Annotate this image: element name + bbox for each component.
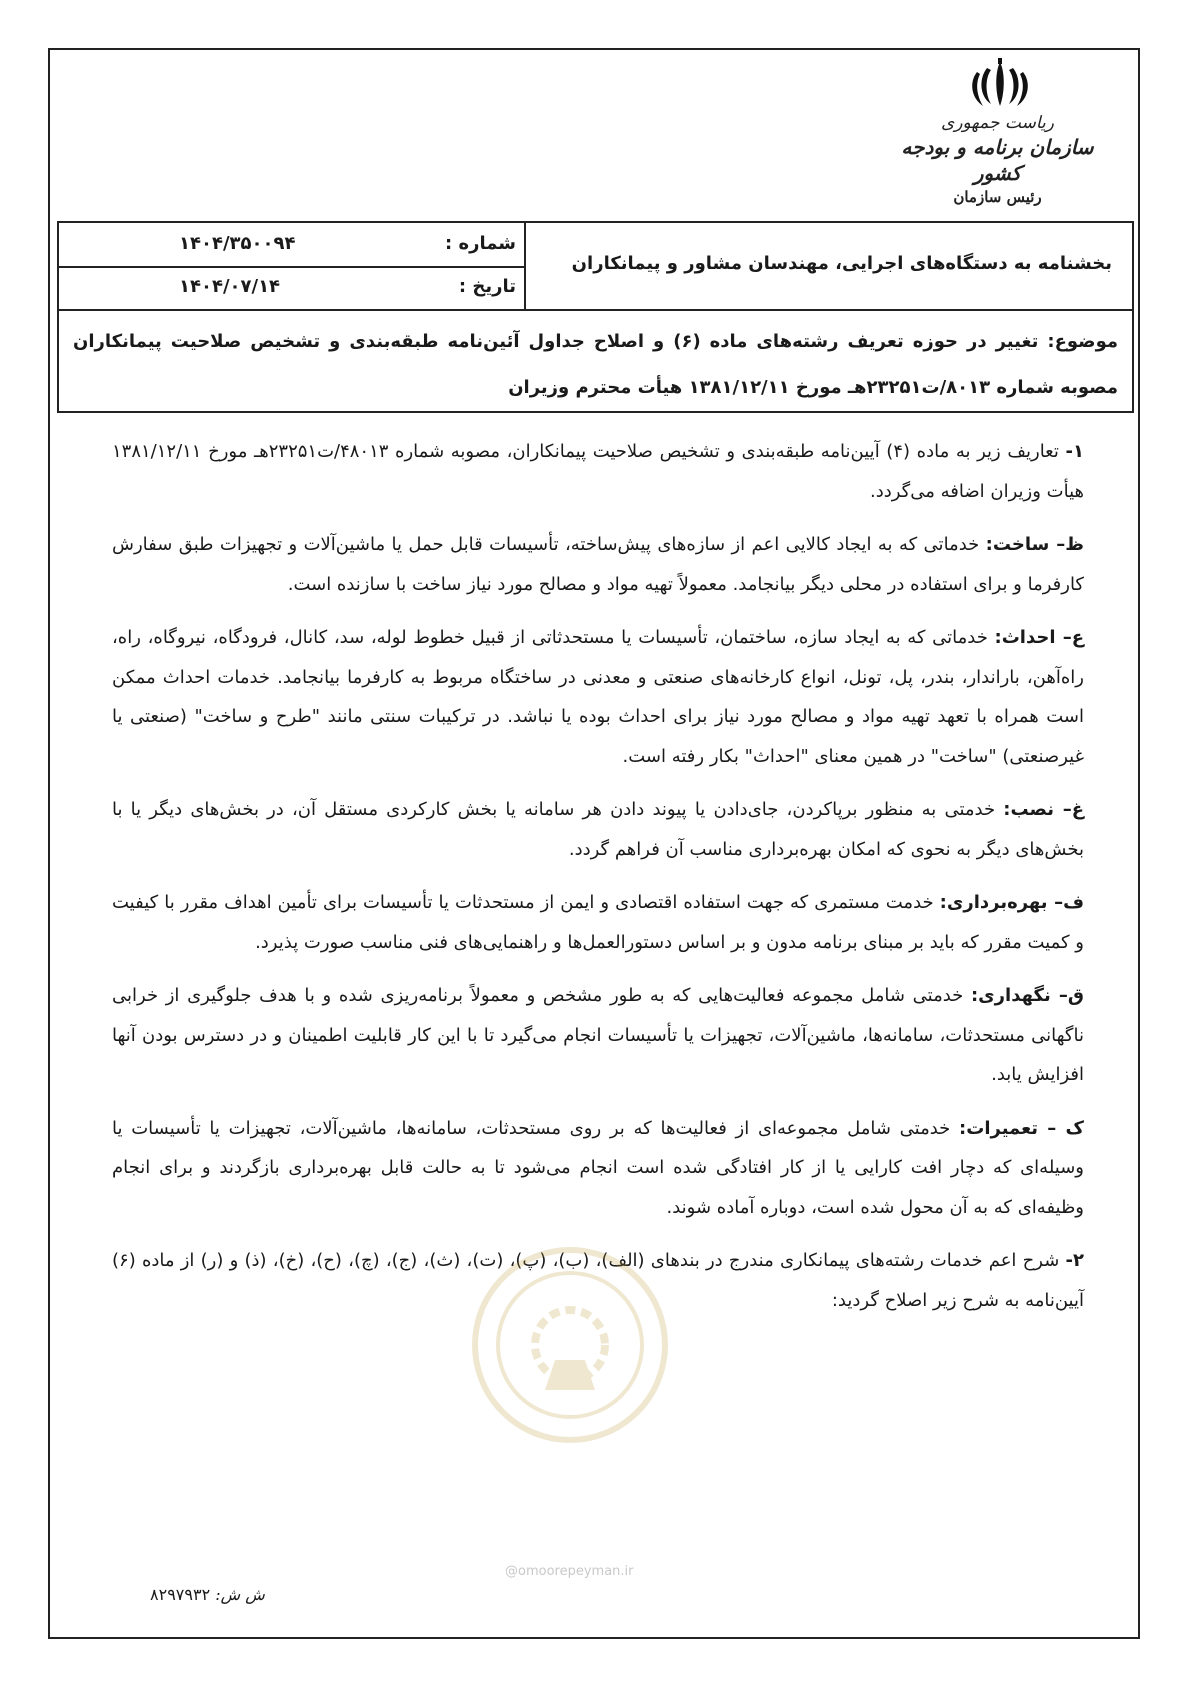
definition-ehdas-text: خدماتی که به ایجاد سازه، ساختمان، تأسیسات یا مستحدثاتی از قبیل خطوط لوله، سد، کانال، فرودگاه، نیروگاه، راه، راه‌آهن، باراندار، بندر، پل، تونل، انواع کارخانه‌های صنعتی و معدنی در ساختگاه مربوط به کارفرما بیانجامد. خدمات احداث ممکن است همراه با تعهد تهیه مواد و مصالح مورد نیاز برای احداث بوده یا نباشد. در ترکیبات سنتی مانند "طرح و ساخت" (صنعتی یا غیرصنعتی) "ساخت" در همین معنای "احداث" بکار رفته است.: [112, 627, 1084, 767]
subject-box: [57, 309, 1134, 413]
number-value: ۱۴۰۴/۳۵۰۰۹۴: [179, 233, 296, 254]
definition-ehdas: [112, 618, 1084, 776]
definition-sakht: [112, 525, 1084, 604]
paragraph-1-text: تعاریف زیر به ماده (۴) آیین‌نامه طبقه‌بندی و تشخیص صلاحیت پیمانکاران، مصوبه شماره ۴۸۰۱۳/ت۲۳۲۵۱هـ مورخ ۱۳۸۱/۱۲/۱۱ هیأت وزیران اضافه می‌گردد.: [112, 441, 1084, 502]
paragraph-2: [112, 1241, 1084, 1320]
footer-code-label: ش ش:: [215, 1585, 265, 1604]
org-role: رئیس سازمان: [953, 188, 1042, 206]
date-value: ۱۴۰۴/۰۷/۱۴: [179, 276, 281, 297]
number-row: [59, 223, 524, 268]
letterhead: [900, 112, 1095, 208]
definition-tamirat-term: ک – تعمیرات:: [959, 1117, 1084, 1139]
letter-body: [112, 432, 1084, 1334]
recipients: بخشنامه به دستگاه‌های اجرایی، مهندسان مشاور و پیمانکاران: [571, 253, 1112, 274]
definition-negahdari-text: خدمتی شامل مجموعه فعالیت‌هایی که به طور مشخص و معمولاً برنامه‌ریزی شده و با هدف جلوگیری از خرابی ناگهانی مستحدثات، سامانه‌ها، ماشین‌آلات، تجهیزات یا تأسیسات انجام می‌گیرد تا با این کار قابلیت اطمینان و در دسترس بودن آنها افزایش یابد.: [112, 985, 1084, 1085]
org-parent-name: ریاست جمهوری: [941, 113, 1054, 133]
definition-tamirat: [112, 1109, 1084, 1228]
definition-negahdari-term: ق– نگهداری:: [970, 985, 1084, 1006]
definition-nasb-text: خدمتی به منظور برپاکردن، جای‌دادن یا پیوند دادن هر سامانه یا بخش کارکردی مستقل آن، در بخش‌های دیگر یا با بخش‌های دیگر به نحوی که امکان بهره‌برداری مناسب آن فراهم گردد.: [112, 799, 1084, 860]
date-row: [59, 266, 524, 309]
definition-bahrebardari-term: ف– بهره‌برداری:: [939, 892, 1084, 913]
org-name: سازمان برنامه و بودجه کشور: [901, 135, 1094, 185]
paragraph-2-number: ۲-: [1065, 1250, 1084, 1271]
number-label: شماره :: [445, 233, 516, 254]
date-label: تاریخ :: [458, 276, 516, 297]
header-table: [57, 221, 1134, 311]
definition-tamirat-text: خدمتی شامل مجموعه‌ای از فعالیت‌ها که بر روی مستحدثات، سامانه‌ها، ماشین‌آلات، تجهیزات یا تأسیسات یا وسیله‌ای که دچار افت کارایی یا از کار افتادگی شده است انجام می‌شود تا به حالت قابل بهره‌برداری بازگردند و برای انجام وظیفه‌ای که به آن محول شده است، دوباره آماده شوند.: [112, 1117, 1084, 1218]
watermark: @omoorepeyman.ir: [505, 1564, 634, 1579]
definition-bahrebardari-text: خدمت مستمری که جهت استفاده اقتصادی و ایمن از مستحدثات یا تأسیسات برای تأمین اهداف مقرر با کیفیت و کمیت مقرر که باید بر مبنای برنامه مدون و بر اساس دستورالعمل‌ها و راهنمایی‌های فنی مناسب صورت پذیرد.: [112, 892, 1084, 953]
definition-bahrebardari: [112, 883, 1084, 962]
definition-ehdas-term: ع– احداث:: [994, 627, 1084, 648]
definition-negahdari: [112, 976, 1084, 1095]
definition-nasb-term: غ– نصب:: [1003, 799, 1084, 820]
iran-emblem-icon: [965, 58, 1035, 110]
paragraph-1-number: ۱-: [1065, 441, 1084, 462]
definition-sakht-text: خدماتی که به ایجاد کالایی اعم از سازه‌های پیش‌ساخته، تأسیسات قابل حمل یا ماشین‌آلات و تجهیزات طبق سفارش کارفرما و برای استفاده در محلی دیگر بیانجامد. معمولاً تهیه مواد و مصالح مورد نیاز ساخت با سازنده است.: [112, 534, 1084, 595]
subject-text: تغییر در حوزه تعریف رشته‌های ماده (۶) و اصلاح جداول آئین‌نامه طبقه‌بندی و تشخیص صلاحیت پیمانکاران مصوبه شماره ۸۰۱۳/ت۲۳۲۵۱هـ مورخ ۱۳۸۱/۱۲/۱۱ هیأت محترم وزیران: [73, 331, 1118, 398]
definition-nasb: [112, 790, 1084, 869]
paragraph-2-text: شرح اعم خدمات رشته‌های پیمانکاری مندرج در بندهای (الف)، (ب)، (پ)، (ت)، (ث)، (ج)، (چ)، (ح)، (خ)، (ذ) و (ر) از ماده (۶) آیین‌نامه به شرح زیر اصلاح گردید:: [112, 1250, 1084, 1311]
footer-code: [150, 1585, 265, 1604]
header-meta: [59, 223, 526, 309]
paragraph-1: [112, 432, 1084, 511]
definition-sakht-term: ظ– ساخت:: [985, 534, 1084, 555]
subject-label: موضوع:: [1047, 331, 1118, 352]
footer-code-value: ۸۲۹۷۹۳۲: [150, 1585, 211, 1604]
